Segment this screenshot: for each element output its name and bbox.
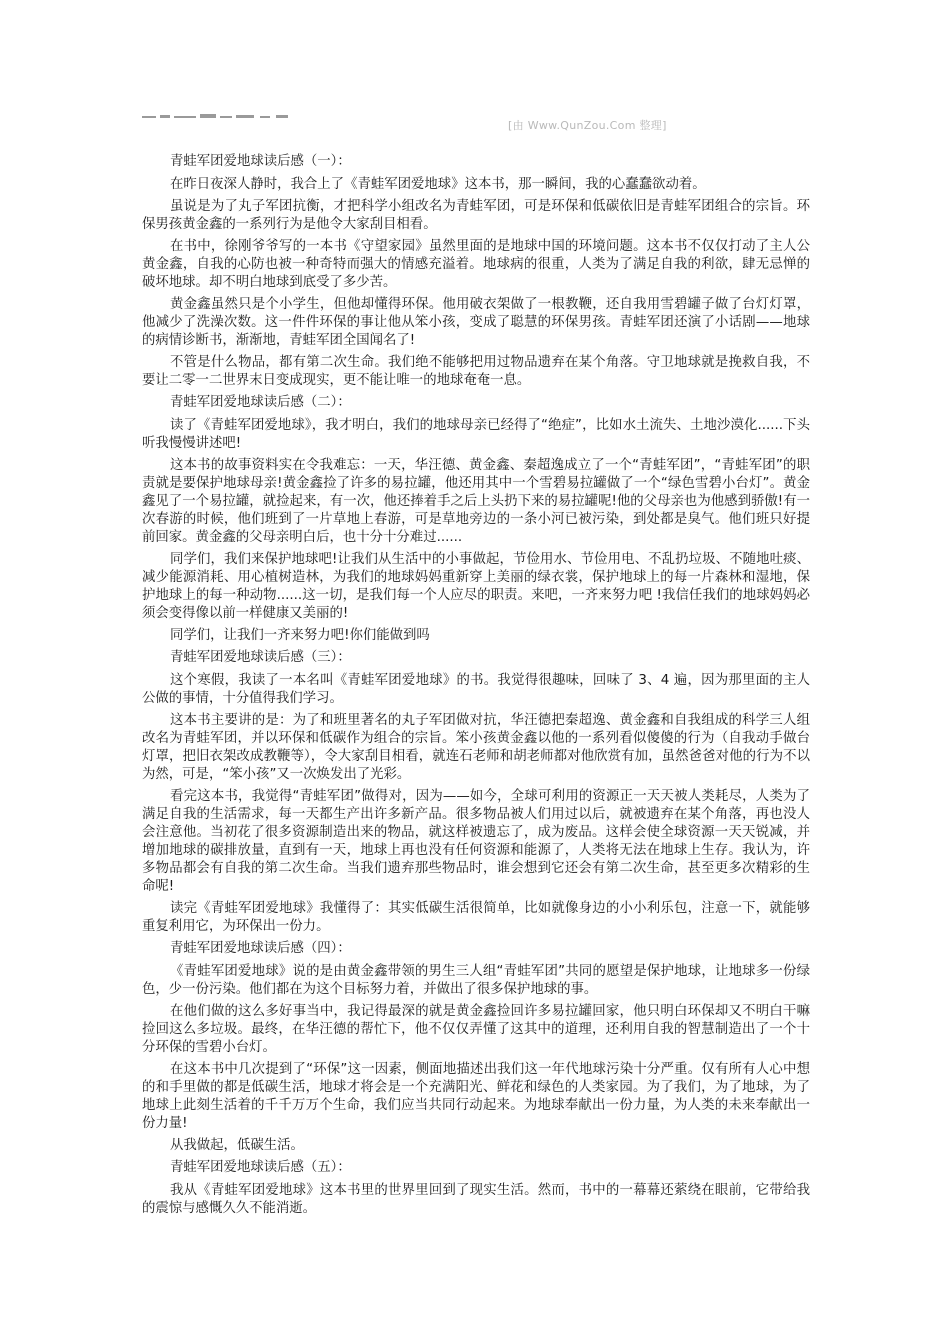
body-paragraph: 看完这本书，我觉得“青蛙军团”做得对，因为——如今，全球可利用的资源正一天天被人类耗尽，人类为了满足自我的生活需求，每一天都生产出许多新产品。很多物品被人们用过以后，就被遗弃在某个角落，再也没人会注意他。当初花了很多资源制造出来的物品，就这样被遗忘了，成为废品。这样会使全球资源一天天锐减，并增加地球的碳排放量，直到有一天，地球上再也没有任何资源和能源了，人类将无法在地球上生存。我认为，许多物品都会有自我的第二次生命。当我们遗弃那些物品时，谁会想到它还会有第二次生命，甚至更多次精彩的生命呢!	[142, 789, 810, 894]
section-heading: 青蛙军团爱地球读后感（四）：	[170, 941, 351, 956]
body-paragraph: 同学们，让我们一齐来努力吧!你们能做到吗	[170, 628, 430, 643]
body-paragraph: 在昨日夜深人静时，我合上了《青蛙军团爱地球》这本书，那一瞬间，我的心蠢蠢欲动着。	[170, 177, 706, 192]
body-paragraph: 《青蛙军团爱地球》说的是由黄金鑫带领的男生三人组“青蛙军团”共同的愿望是保护地球，让地球多一份绿色，少一份污染。他们都在为这个目标努力着，并做出了很多保护地球的事。	[142, 964, 810, 997]
body-paragraph: 我从《青蛙军团爱地球》这本书里的世界里回到了现实生活。然而，书中的一幕幕还萦绕在眼前，它带给我的震惊与感慨久久不能消逝。	[142, 1183, 810, 1216]
document-body	[142, 153, 810, 1222]
body-paragraph: 在他们做的这么多好事当中，我记得最深的就是黄金鑫捡回许多易拉罐回家，他只明白环保却又不明白干嘛捡回这么多垃圾。最终，在华汪德的帮忙下，他不仅仅弄懂了这其中的道理，还利用自我的智慧制造出了一个十分环保的雪碧小台灯。	[142, 1004, 810, 1055]
body-paragraph: 不管是什么物品，都有第二次生命。我们绝不能够把用过物品遗弃在某个角落。守卫地球就是挽救自我，不要让二零一二世界末日变成现实，更不能让唯一的地球奄奄一息。	[142, 355, 810, 388]
section-heading: 青蛙军团爱地球读后感（三）：	[170, 650, 351, 665]
section-heading: 青蛙军团爱地球读后感（五）：	[170, 1160, 351, 1175]
section-heading: 青蛙军团爱地球读后感（二）：	[170, 395, 351, 410]
section-heading: 青蛙军团爱地球读后感（一）：	[170, 154, 351, 169]
body-paragraph: 读了《青蛙军团爱地球》，我才明白，我们的地球母亲已经得了“绝症”，比如水土流失、土地沙漠化......下头听我慢慢讲述吧!	[142, 418, 810, 451]
header-text-remnant	[142, 113, 292, 121]
body-paragraph: 在书中，徐刚爷爷写的一本书《守望家园》虽然里面的是地球中国的环境问题。这本书不仅仅打动了主人公黄金鑫，自我的心防也被一种奇特而强大的情感充溢着。地球病的很重，人类为了满足自我的利欲，肆无忌惮的破坏地球。却不明白地球到底受了多少苦。	[142, 239, 810, 290]
body-paragraph: 同学们，我们来保护地球吧!让我们从生活中的小事做起，节俭用水、节俭用电、不乱扔垃圾、不随地吐痰、减少能源消耗、用心植树造林，为我们的地球妈妈重新穿上美丽的绿衣裳，保护地球上的每一片森林和湿地，保护地球上的每一种动物......这一切，是我们每一个人应尽的职责。来吧，一齐来努力吧 !我信任我们的地球妈妈必须会变得像以前一样健康又美丽的!	[142, 552, 810, 621]
body-paragraph: 这本书的故事资料实在令我难忘：一天，华汪德、黄金鑫、秦超逸成立了一个“青蛙军团”，“青蛙军团”的职责就是要保护地球母亲!黄金鑫捡了许多的易拉罐，他还用其中一个雪碧易拉罐做了一个“绿色雪碧小台灯”。黄金鑫见了一个易拉罐，就捡起来，有一次，他还捧着手之后上头扔下来的易拉罐呢!他的父母亲也为他感到骄傲!有一次春游的时候，他们班到了一片草地上春游，可是草地旁边的一条小河已被污染，到处都是臭气。他们班只好提前回家。黄金鑫的父母亲明白后，也十分十分难过......	[142, 458, 810, 545]
body-paragraph: 读完《青蛙军团爱地球》我懂得了：其实低碳生活很简单，比如就像身边的小小利乐包，注意一下，就能够重复利用它，为环保出一份力。	[142, 901, 810, 934]
body-paragraph: 这个寒假，我读了一本名叫《青蛙军团爱地球》的书。我觉得很趣味，回味了 3、4 遍，因为那里面的主人公做的事情，十分值得我们学习。	[142, 673, 810, 706]
body-paragraph: 从我做起，低碳生活。	[170, 1138, 304, 1153]
body-paragraph: 在这本书中几次提到了“环保”这一因素，侧面地描述出我们这一年代地球污染十分严重。仅有所有人心中想的和手里做的都是低碳生活，地球才将会是一个充满阳光、鲜花和绿色的人类家园。为了我们，为了地球，为了地球上此刻生活着的千千万万个生命，我们应当共同行动起来。为地球奉献出一份力量，为人类的未来奉献出一份力量!	[142, 1062, 810, 1131]
body-paragraph: 黄金鑫虽然只是个小学生，但他却懂得环保。他用破衣架做了一根教鞭，还自我用雪碧罐子做了台灯灯罩，他减少了洗澡次数。这一件件环保的事让他从笨小孩，变成了聪慧的环保男孩。青蛙军团还演了小话剧——地球的病情诊断书，渐渐地，青蛙军团全国闻名了!	[142, 297, 810, 348]
body-paragraph: 虽说是为了丸子军团抗衡，才把科学小组改名为青蛙军团，可是环保和低碳依旧是青蛙军团组合的宗旨。环保男孩黄金鑫的一系列行为是他令大家刮目相看。	[142, 199, 810, 232]
body-paragraph: 这本书主要讲的是：为了和班里著名的丸子军团做对抗，华汪德把秦超逸、黄金鑫和自我组成的科学三人组改名为青蛙军团，并以环保和低碳作为组合的宗旨。笨小孩黄金鑫以他的一系列看似傻傻的行为（自我动手做台灯罩，把旧衣架改成教鞭等），令大家刮目相看，就连石老师和胡老师都对他欣赏有加，虽然爸爸对他的行为不以为然，可是，“笨小孩”又一次焕发出了光彩。	[142, 713, 810, 782]
watermark: [由 Www.QunZou.Com 整理]	[508, 119, 667, 132]
